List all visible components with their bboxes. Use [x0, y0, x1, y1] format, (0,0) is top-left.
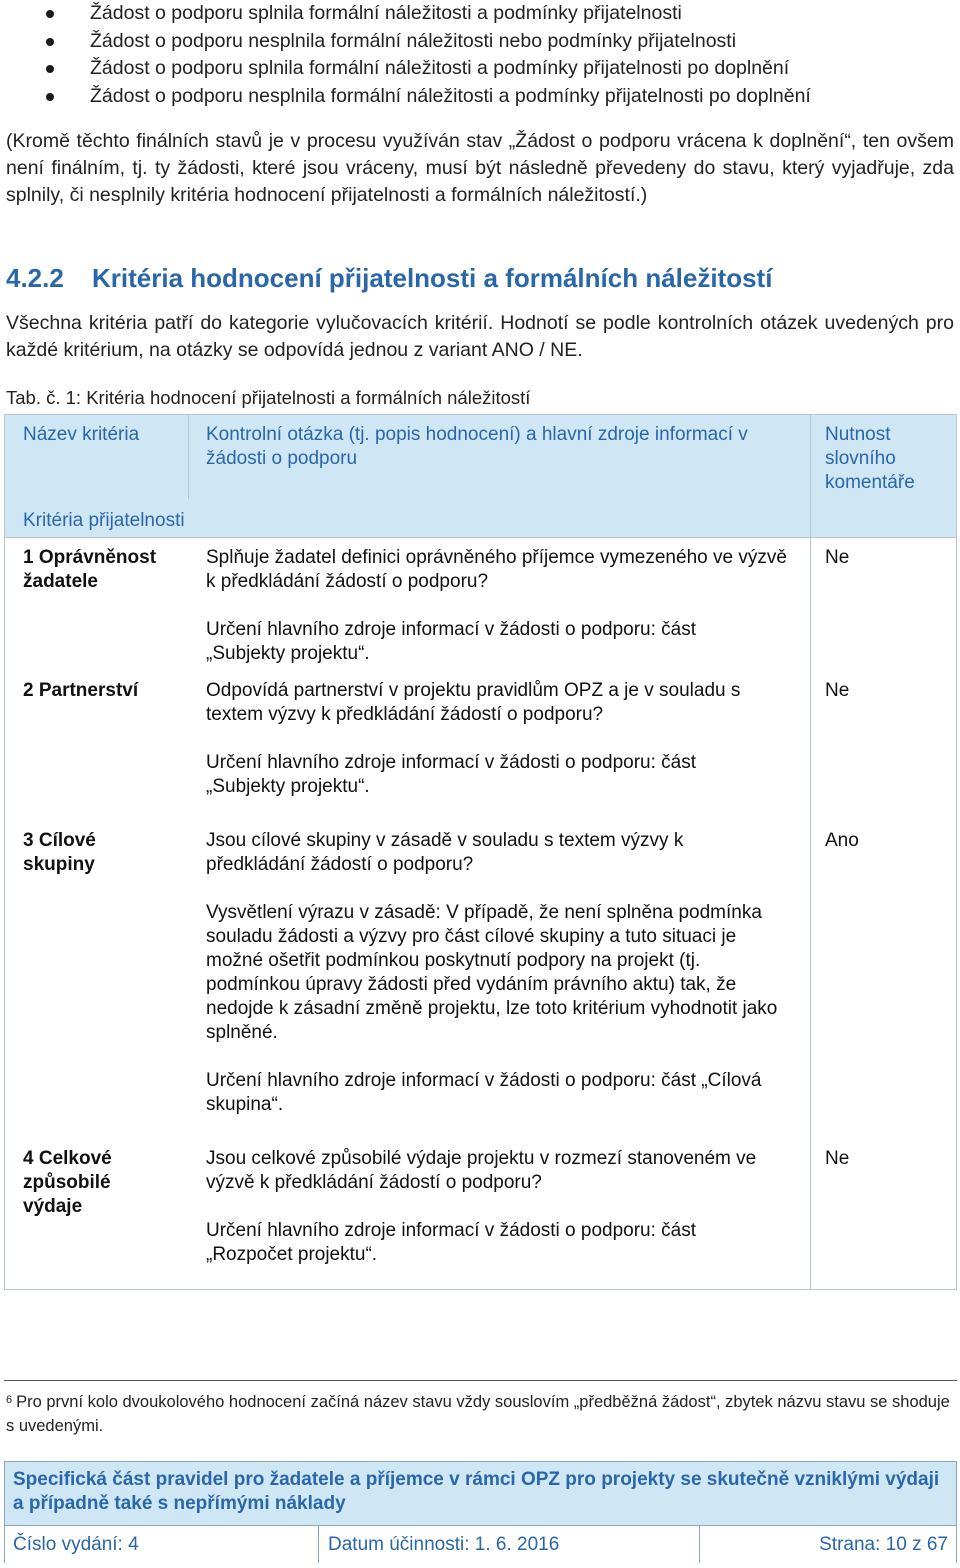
column-divider: [188, 415, 189, 499]
header-comment: Nutnost slovního komentáře: [825, 424, 915, 493]
row-4-question: Jsou celkové způsobilé výdaje projektu v rozmezí stanoveném ve výzvě k předkládání žádostí o podporu?: [206, 1148, 757, 1193]
table-caption: Tab. č. 1: Kritéria hodnocení přijatelnosti a formálních náležitostí: [6, 387, 531, 408]
row-3-name: 3 Cílové skupiny: [23, 830, 96, 875]
row-4-source: Určení hlavního zdroje informací v žádosti o podporu: část „Rozpočet projektu“.: [206, 1220, 697, 1265]
bullet-icon: [46, 93, 54, 101]
section-body: Všechna kritéria patří do kategorie vylučovacích kritérií. Hodnotí se podle kontrolních otázek uvedených pro každé kritérium, na otázky se odpovídá jednou z variant ANO / NE.: [6, 312, 954, 361]
section-heading: [6, 263, 772, 294]
list-item: Žádost o podporu splnila formální náležitosti a podmínky přijatelnosti: [40, 0, 950, 28]
section-title: Kritéria hodnocení přijatelnosti a formálních náležitostí: [92, 263, 773, 293]
footer-divider: [318, 1526, 319, 1563]
bullet-icon: [46, 10, 54, 18]
list-item: Žádost o podporu nesplnila formální náležitosti nebo podmínky přijatelnosti: [40, 28, 950, 56]
footer-title: Specifická část pravidel pro žadatele a příjemce v rámci OPZ pro projekty se skutečně vzniklými výdaji a případně také s nepřímými náklady: [13, 1469, 940, 1514]
row-3-question: Jsou cílové skupiny v zásadě v souladu s textem výzvy k předkládání žádostí o podporu?: [206, 830, 684, 875]
row-2-name: 2 Partnerství: [23, 680, 139, 701]
bullet-icon: [46, 65, 54, 73]
header-question: Kontrolní otázka (tj. popis hodnocení) a hlavní zdroje informací v žádosti o podporu: [206, 424, 748, 469]
row-3-source: Určení hlavního zdroje informací v žádosti o podporu: část „Cílová skupina“.: [206, 1070, 762, 1115]
bullet-icon: [46, 38, 54, 46]
header-name: Název kritéria: [23, 424, 140, 445]
criteria-table: [4, 414, 957, 1290]
list-item: Žádost o podporu nesplnila formální náležitosti a podmínky přijatelnosti po doplnění: [40, 83, 950, 111]
row-4-comment: Ne: [825, 1148, 850, 1169]
row-2-question: Odpovídá partnerství v projektu pravidlům OPZ a je v souladu s textem výzvy k předkládání žádostí o podporu?: [206, 680, 741, 725]
footnote-separator: [4, 1380, 957, 1381]
footer-page-number: Strana: 10 z 67: [819, 1534, 948, 1555]
row-1-name: 1 Oprávněnost žadatele: [23, 547, 157, 592]
column-divider: [810, 415, 811, 537]
footnote-text: Pro první kolo dvoukolového hodnocení začíná název stavu vždy souslovím „předběžná žádost“, zbytek názvu stavu se shoduje s uvedenými.: [6, 1393, 950, 1435]
list-item: Žádost o podporu splnila formální náležitosti a podmínky přijatelnosti po doplnění: [40, 55, 950, 83]
column-divider: [810, 537, 811, 1289]
row-2-comment: Ne: [825, 680, 850, 701]
row-3-comment: Ano: [825, 830, 859, 851]
status-bullet-list: [40, 0, 950, 110]
row-1-source: Určení hlavního zdroje informací v žádosti o podporu: část „Subjekty projektu“.: [206, 619, 697, 664]
row-3-explanation: Vysvětlení výrazu v zásadě: V případě, že není splněna podmínka souladu žádosti a výzvy pro část cílové skupiny a tuto situaci je možné ošetřit podmínkou poskytnutí podpory na projekt (tj. podmínkou úpravy žádosti před vydáním právního aktu) tak, že nedojde k zásadní změně projektu, lze toto kritérium vyhodnotit jako splněné.: [206, 902, 778, 1043]
page-footer: [4, 1461, 957, 1563]
row-1-comment: Ne: [825, 547, 850, 568]
footnote-number: 6: [6, 1394, 13, 1406]
footer-effective-date: Datum účinnosti: 1. 6. 2016: [328, 1534, 560, 1555]
footnote: [6, 1390, 954, 1438]
section-number: 4.2.2: [6, 263, 64, 293]
row-4-name: 4 Celkové způsobilé výdaje: [23, 1148, 112, 1217]
intro-paragraph: (Kromě těchto finálních stavů je v procesu využíván stav „Žádost o podporu vrácena k doplnění“, ten ovšem není finálním, tj. ty žádosti, které jsou vráceny, musí být následně převedeny do stavu, který vyjadřuje, zda splnily, či nesplnily kritéria hodnocení přijatelnosti a formálních náležitostí.): [6, 130, 954, 206]
footer-issue: Číslo vydání: 4: [13, 1534, 139, 1555]
footer-info-row: [5, 1525, 956, 1563]
row-1-question: Splňuje žadatel definici oprávněného příjemce vymezeného ve výzvě k předkládání žádostí o podporu?: [206, 547, 787, 592]
group-label: Kritéria přijatelnosti: [23, 510, 185, 531]
row-2-source: Určení hlavního zdroje informací v žádosti o podporu: část „Subjekty projektu“.: [206, 752, 697, 797]
footer-divider: [699, 1526, 700, 1563]
